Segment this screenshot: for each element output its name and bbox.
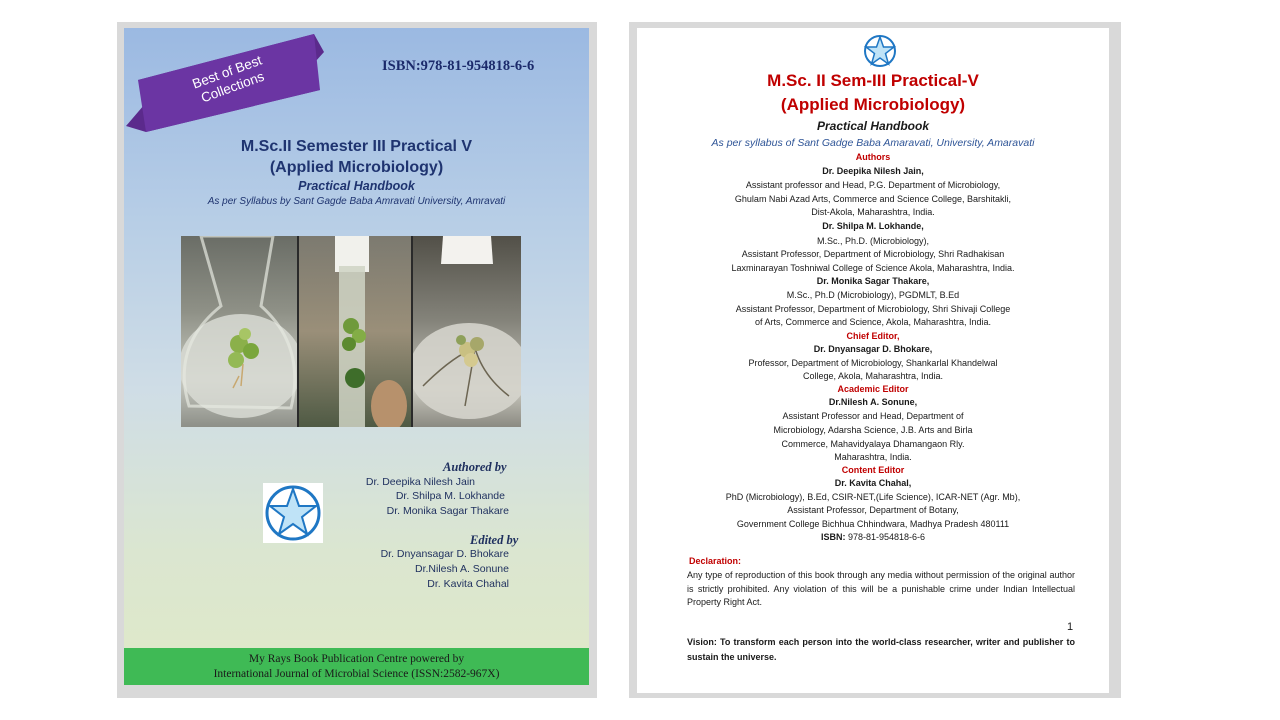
cover-photo-strip (181, 236, 521, 427)
academic-editor-line: Microbiology, Adarsha Science, J.B. Arts and Birla (773, 425, 973, 435)
author2-line: Assistant Professor, Department of Microbiology, Shri Radhakisan (741, 249, 1005, 259)
author2-line: Laxminarayan Toshniwal College of Science Akola, Maharashtra, India. (731, 263, 1015, 273)
cover-author-1: Dr. Deepika Nilesh Jain (365, 476, 475, 488)
cover-syllabus: As per Syllabus by Sant Gagde Baba Amravati University, Amravati (207, 196, 506, 207)
content-editor-line: Government College Bichhua Chhindwara, Madhya Pradesh 480111 (736, 519, 1010, 529)
author1-line: Ghulam Nabi Azad Arts, Commerce and Science College, Barshitakli, (734, 194, 1012, 204)
cover-title-line1: M.Sc.II Semester III Practical V (240, 138, 473, 155)
chief-editor-name: Dr. Dnyansagar D. Bhokare, (813, 344, 933, 354)
isbn-value: 978-81-954818-6-6 (845, 532, 926, 542)
cover-editor-2: Dr.Nilesh A. Sonune (415, 563, 509, 575)
edited-by-heading: Edited by (470, 533, 519, 547)
page-title-line2: (Applied Microbiology) (780, 95, 966, 114)
footer-line2: International Journal of Microbial Science (ISSN:2582-967X) (213, 668, 500, 680)
author1-line: Assistant professor and Head, P.G. Department of Microbiology, (745, 180, 1001, 190)
academic-editor-line: Assistant Professor and Head, Department of (782, 411, 964, 421)
author1-name: Dr. Deepika Nilesh Jain, (822, 166, 924, 176)
academic-editor-line: Maharashtra, India. (834, 452, 912, 462)
page-number: 1 (1067, 621, 1074, 633)
cover-author-3: Dr. Monika Sagar Thakare (386, 505, 509, 517)
cover-title-line2: (Applied Microbiology) (269, 159, 444, 176)
flask-callus-photo (413, 236, 521, 427)
content-editor-name: Dr. Kavita Chahal, (834, 478, 912, 488)
chief-editor-line: College, Akola, Maharashtra, India. (802, 371, 944, 381)
authors-heading: Authors (855, 152, 891, 162)
cover-subtitle: Practical Handbook (298, 179, 415, 193)
title-page (637, 28, 1109, 693)
content-editor-line: Assistant Professor, Department of Botany, (787, 505, 959, 515)
academic-editor-line: Commerce, Mahavidyalaya Dhamangaon Rly. (781, 439, 965, 449)
chief-editor-heading: Chief Editor, (846, 331, 900, 341)
author3-line: Assistant Professor, Department of Microbiology, Shri Shivaji College (735, 304, 1011, 314)
page-subtitle: Practical Handbook (816, 119, 930, 133)
author3-line: M.Sc., Ph.D (Microbiology), PGDMLT, B.Ed (786, 290, 960, 300)
author3-line: of Arts, Commerce and Science, Akola, Maharashtra, India. (754, 317, 992, 327)
page-syllabus: As per syllabus of Sant Gadge Baba Amaravati, University, Amaravati (711, 137, 1035, 149)
footer-line1: My Rays Book Publication Centre powered by (248, 653, 465, 665)
authored-by-heading: Authored by (443, 460, 507, 474)
page-isbn (637, 531, 1109, 544)
declaration-label: Declaration: (689, 556, 742, 566)
test-tube-culture-photo (299, 236, 411, 427)
flask-culture-photo (181, 236, 297, 427)
cover-isbn: ISBN:978-81-954818-6-6 (382, 58, 535, 74)
pentagram-star-icon (861, 34, 899, 68)
best-collections-ribbon (124, 28, 344, 138)
cover-author-2: Dr. Shilpa M. Lokhande (395, 490, 505, 502)
declaration-text: Any type of reproduction of this book through any media without permission of the original author is strictly prohibited. Any violation of this will be a punishable crime under Indian Intellectual Property Right Act. (687, 570, 1075, 607)
author2-name: Dr. Shilpa M. Lokhande, (822, 221, 924, 231)
pentagram-star-icon (263, 483, 323, 543)
content-editor-line: PhD (Microbiology), B.Ed, CSIR-NET,(Life Science), ICAR-NET (Agr. Mb), (725, 492, 1021, 502)
author2-line: M.Sc., Ph.D. (Microbiology), (816, 236, 930, 246)
vision-statement: Vision: To transform each person into the world-class researcher, writer and publisher to sustain the universe. (687, 637, 1075, 662)
cover-editor-3: Dr. Kavita Chahal (427, 578, 509, 590)
publisher-star-logo (263, 483, 323, 543)
academic-editor-heading: Academic Editor (837, 384, 909, 394)
academic-editor-name: Dr.Nilesh A. Sonune, (828, 397, 918, 407)
page-title-line1: M.Sc. II Sem-III Practical-V (767, 71, 979, 90)
chief-editor-line: Professor, Department of Microbiology, Shankarlal Khandelwal (748, 358, 998, 368)
author1-line: Dist-Akola, Maharashtra, India. (811, 207, 935, 217)
content-editor-heading: Content Editor (841, 465, 905, 475)
cover-publisher-footer (124, 648, 589, 685)
isbn-label: ISBN: (820, 532, 846, 542)
ribbon-text: Best of Best Collections (190, 52, 267, 106)
book-cover (124, 28, 589, 685)
cover-editor-1: Dr. Dnyansagar D. Bhokare (380, 548, 509, 560)
author3-name: Dr. Monika Sagar Thakare, (816, 276, 930, 286)
page-star-logo (861, 34, 899, 68)
